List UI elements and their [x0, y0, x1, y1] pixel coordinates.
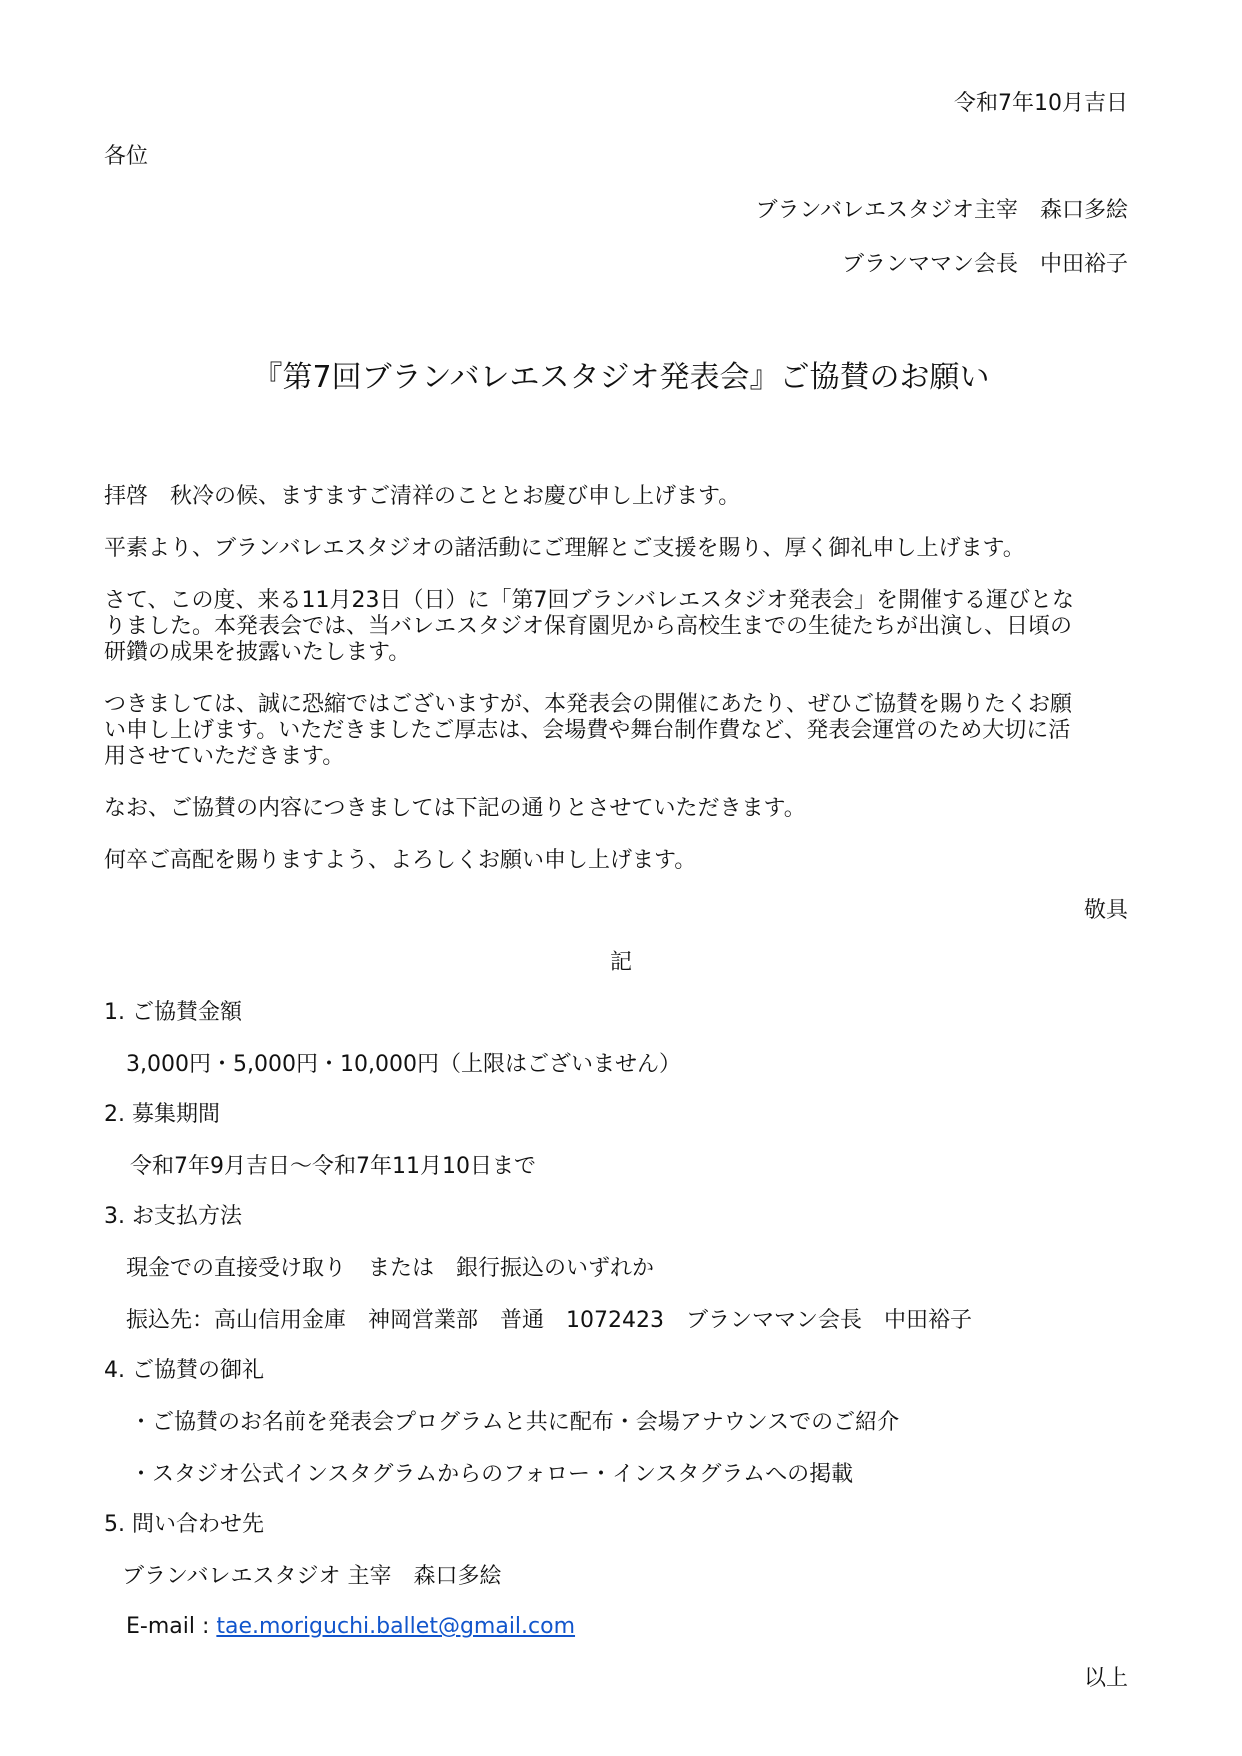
item-5-label: 5. 問い合わせ先 [104, 1512, 264, 1537]
document-title: 『第7回ブランバレエスタジオ発表会』ご協賛のお願い [252, 360, 990, 395]
thanks-paragraph: 平素より、ブランバレエスタジオの諸活動にご理解とご支援を賜り、厚く御礼申し上げます。 [104, 536, 1025, 561]
request-line: つきましては、誠に恐縮ではございますが、本発表会の開催にあたり、ぜひご協賛を賜りたくお願 [104, 692, 1073, 717]
addressee: 各位 [104, 144, 149, 169]
announcement-line: りました。本発表会では、当バレエスタジオ保育園児から高校生までの生徒たちが出演し、日頃の [104, 614, 1073, 639]
email-label: E-mail : [126, 1614, 217, 1639]
item-3-label: 3. お支払方法 [104, 1204, 242, 1229]
announcement-line: 研鑽の成果を披露いたします。 [104, 640, 411, 665]
item-3-value-payment: 現金での直接受け取り または 銀行振込のいずれか [126, 1256, 655, 1281]
email-link[interactable]: tae.moriguchi.ballet@gmail.com [216, 1614, 576, 1639]
item-4-value-program: ・ご協賛のお名前を発表会プログラムと共に配布・会場アナウンスでのご紹介 [130, 1410, 900, 1435]
notes-heading: 記 [609, 950, 632, 975]
closing-word: 敬具 [1083, 898, 1128, 923]
item-3-value-bank: 振込先：高山信用金庫 神岡営業部 普通 1072423 ブランママン会長 中田裕子 [126, 1308, 972, 1333]
item-4-label: 4. ご協賛の御礼 [104, 1358, 264, 1383]
sender-studio-director: ブランバレエスタジオ主宰 森口多絵 [755, 198, 1128, 223]
details-intro-paragraph: なお、ご協賛の内容につきましては下記の通りとさせていただきます。 [104, 796, 806, 821]
announcement-paragraph [104, 588, 1134, 666]
issue-date: 令和7年10月吉日 [954, 91, 1128, 116]
greeting-paragraph: 拝啓 秋冷の候、ますますご清祥のこととお慶び申し上げます。 [104, 484, 741, 509]
closing-request-paragraph: 何卒ご高配を賜りますよう、よろしくお願い申し上げます。 [104, 848, 697, 873]
item-4-value-instagram: ・スタジオ公式インスタグラムからのフォロー・インスタグラムへの掲載 [130, 1462, 854, 1487]
item-1-value: 3,000円・5,000円・10,000円（上限はございません） [126, 1052, 681, 1077]
item-2-value: 令和7年9月吉日〜令和7年11月10日まで [130, 1154, 536, 1179]
sender-parents-chair: ブランママン会長 中田裕子 [841, 252, 1128, 277]
email-line [126, 1614, 575, 1640]
end-word: 以上 [1083, 1666, 1128, 1691]
request-line: い申し上げます。いただきましたご厚志は、会場費や舞台制作費など、発表会運営のため大切に活 [104, 718, 1071, 743]
announcement-line: さて、この度、来る11月23日（日）に「第7回ブランバレエスタジオ発表会」を開催する運びとな [104, 588, 1075, 613]
item-5-value-contact: ブランバレエスタジオ 主宰 森口多絵 [122, 1564, 502, 1589]
request-line: 用させていただきます。 [104, 744, 345, 769]
item-1-label: 1. ご協賛金額 [104, 1000, 242, 1025]
item-2-label: 2. 募集期間 [104, 1102, 220, 1127]
request-paragraph [104, 692, 1134, 770]
